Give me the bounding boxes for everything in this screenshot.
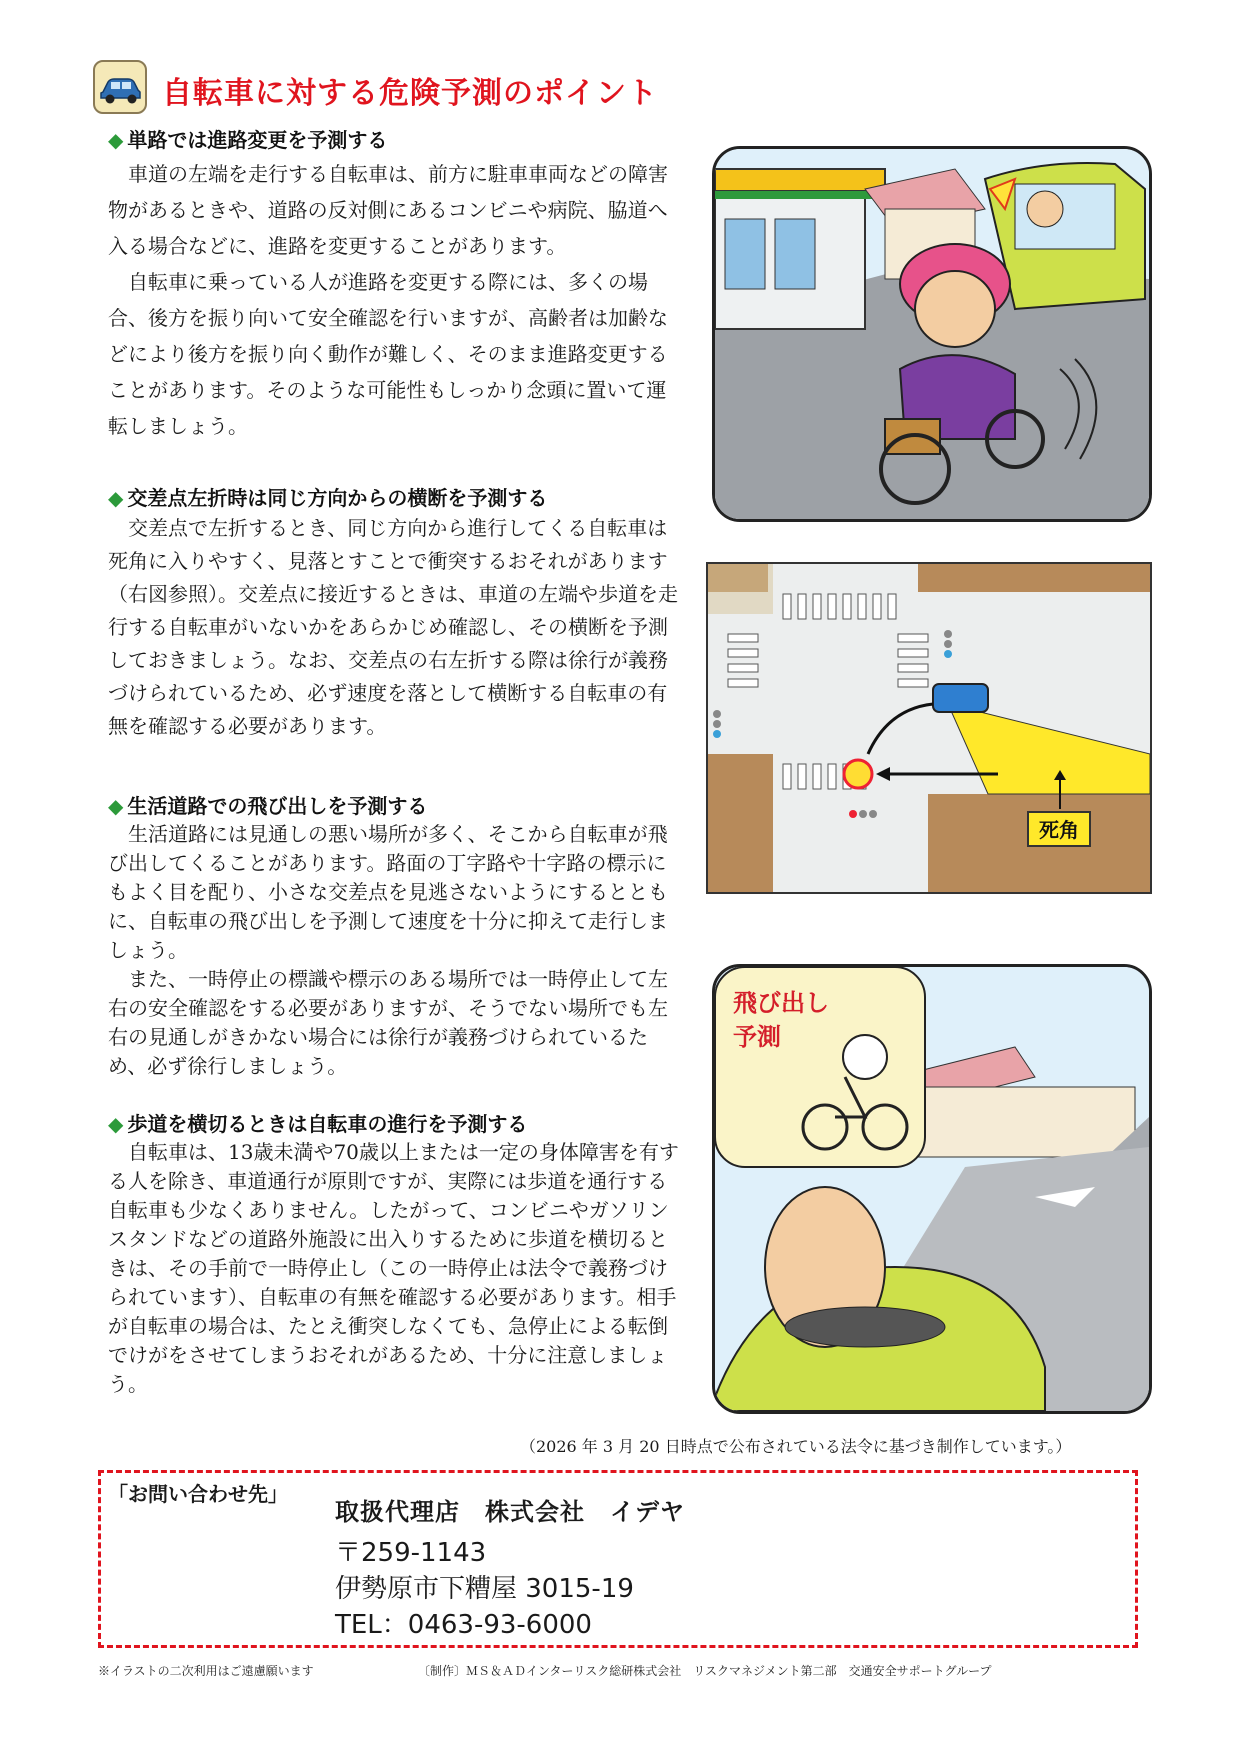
section-3-heading: 生活道路での飛び出しを予測する bbox=[127, 794, 428, 818]
lane-change-illustration bbox=[712, 146, 1152, 522]
diamond-bullet-icon: ◆ bbox=[108, 486, 124, 510]
diamond-bullet-icon: ◆ bbox=[108, 1112, 124, 1136]
diamond-bullet-icon: ◆ bbox=[108, 794, 124, 818]
contact-label: 「お問い合わせ先」 bbox=[108, 1482, 288, 1506]
section-2-para-1: 交差点で左折するとき、同じ方向から進行してくる自転車は死角に入りやすく、見落とすことで衝突するおそれがあります（右図参照）。交差点に接近するときは、車道の左端や歩道を走行する自転車がいないかをあらかじめ確認し、その横断を予測しておきましょう。なお、交差点の右左折する際は徐行が義務づけられているため、必ず速度を落として横断する自転車の有無を確認する必要があります。 bbox=[108, 516, 678, 738]
section-heading bbox=[108, 1108, 527, 1137]
section-1-body bbox=[108, 156, 683, 444]
telephone: TEL：0463-93-6000 bbox=[335, 1610, 592, 1640]
section-heading bbox=[108, 790, 427, 819]
section-2-body bbox=[108, 512, 683, 743]
agent-name: 取扱代理店 株式会社 イデヤ bbox=[335, 1498, 685, 1526]
section-1-heading: 単路では進路変更を予測する bbox=[127, 128, 388, 152]
section-4-para-1: 自転車は、13歳未満や70歳以上または一定の身体障害を有する人を除き、車道通行が原則ですが、実際には歩道を通行する自転車も少なくありません。したがって、コンビニやガソリンスタンドなどの道路外施設に出入りするために歩道を横切るときは、その手前で一時停止し（この一時停止は法令で義務づけられています）、自転車の有無を確認する必要があります。相手が自転車の場合は、たとえ衝突しなくても、急停止による転倒でけがをさせてしまうおそれがあるため、十分に注意しましょう。 bbox=[108, 1140, 679, 1396]
section-4-body bbox=[108, 1138, 683, 1399]
diamond-bullet-icon: ◆ bbox=[108, 128, 124, 152]
footer-credit: 〔制作〕ＭＳ＆ＡＤインターリスク総研株式会社 リスクマネジメント第二部 交通安全サポートグループ bbox=[418, 1664, 992, 1678]
section-heading bbox=[108, 124, 387, 153]
blind-spot-label: 死角 bbox=[1039, 818, 1079, 842]
section-2-heading: 交差点左折時は同じ方向からの横断を予測する bbox=[127, 486, 548, 510]
page-title: 自転車に対する危険予測のポイント bbox=[162, 76, 658, 111]
footer-left-note: ※イラストの二次利用はご遠慮願います bbox=[98, 1664, 314, 1678]
section-3-para-2: また、一時停止の標識や標示のある場所では一時停止して左右の安全確認をする必要がありますが、そうでない場所でも左右の見通しがきかない場合には徐行が義務づけられているため、必ず徐行しましょう。 bbox=[108, 967, 668, 1078]
section-3-body bbox=[108, 820, 683, 1081]
section-1-para-1: 車道の左端を走行する自転車は、前方に駐車車両などの障害物があるときや、道路の反対側にあるコンビニや病院、脇道へ入る場合などに、進路を変更することがあります。 bbox=[108, 162, 668, 258]
car-icon bbox=[93, 60, 147, 114]
section-4-heading: 歩道を横切るときは自転車の進行を予測する bbox=[127, 1112, 528, 1136]
intersection-diagram bbox=[706, 562, 1152, 894]
dart-out-label-2: 予測 bbox=[733, 1023, 781, 1051]
section-3-para-1: 生活道路には見通しの悪い場所が多く、そこから自転車が飛び出してくることがあります。路面の丁字路や十字路の標示にもよく目を配り、小さな交差点を見逃さないようにするとともに、自転車の飛び出しを予測して速度を十分に抑えて走行しましょう。 bbox=[108, 822, 668, 962]
dart-out-label-1: 飛び出し bbox=[733, 989, 829, 1017]
address: 伊勢原市下糟屋 3015-19 bbox=[335, 1574, 634, 1604]
legal-basis-note: （2026 年 3 月 20 日時点で公布されている法令に基づき制作しています。） bbox=[520, 1437, 1072, 1456]
postal-code: 〒259-1143 bbox=[335, 1538, 487, 1568]
section-1-para-2: 自転車に乗っている人が進路を変更する際には、多くの場合、後方を振り向いて安全確認を行いますが、高齢者は加齢などにより後方を振り向く動作が難しく、そのまま進路変更することがあります。そのような可能性もしっかり念頭に置いて運転しましょう。 bbox=[108, 270, 668, 438]
dart-out-illustration bbox=[712, 964, 1152, 1414]
section-heading bbox=[108, 482, 547, 511]
